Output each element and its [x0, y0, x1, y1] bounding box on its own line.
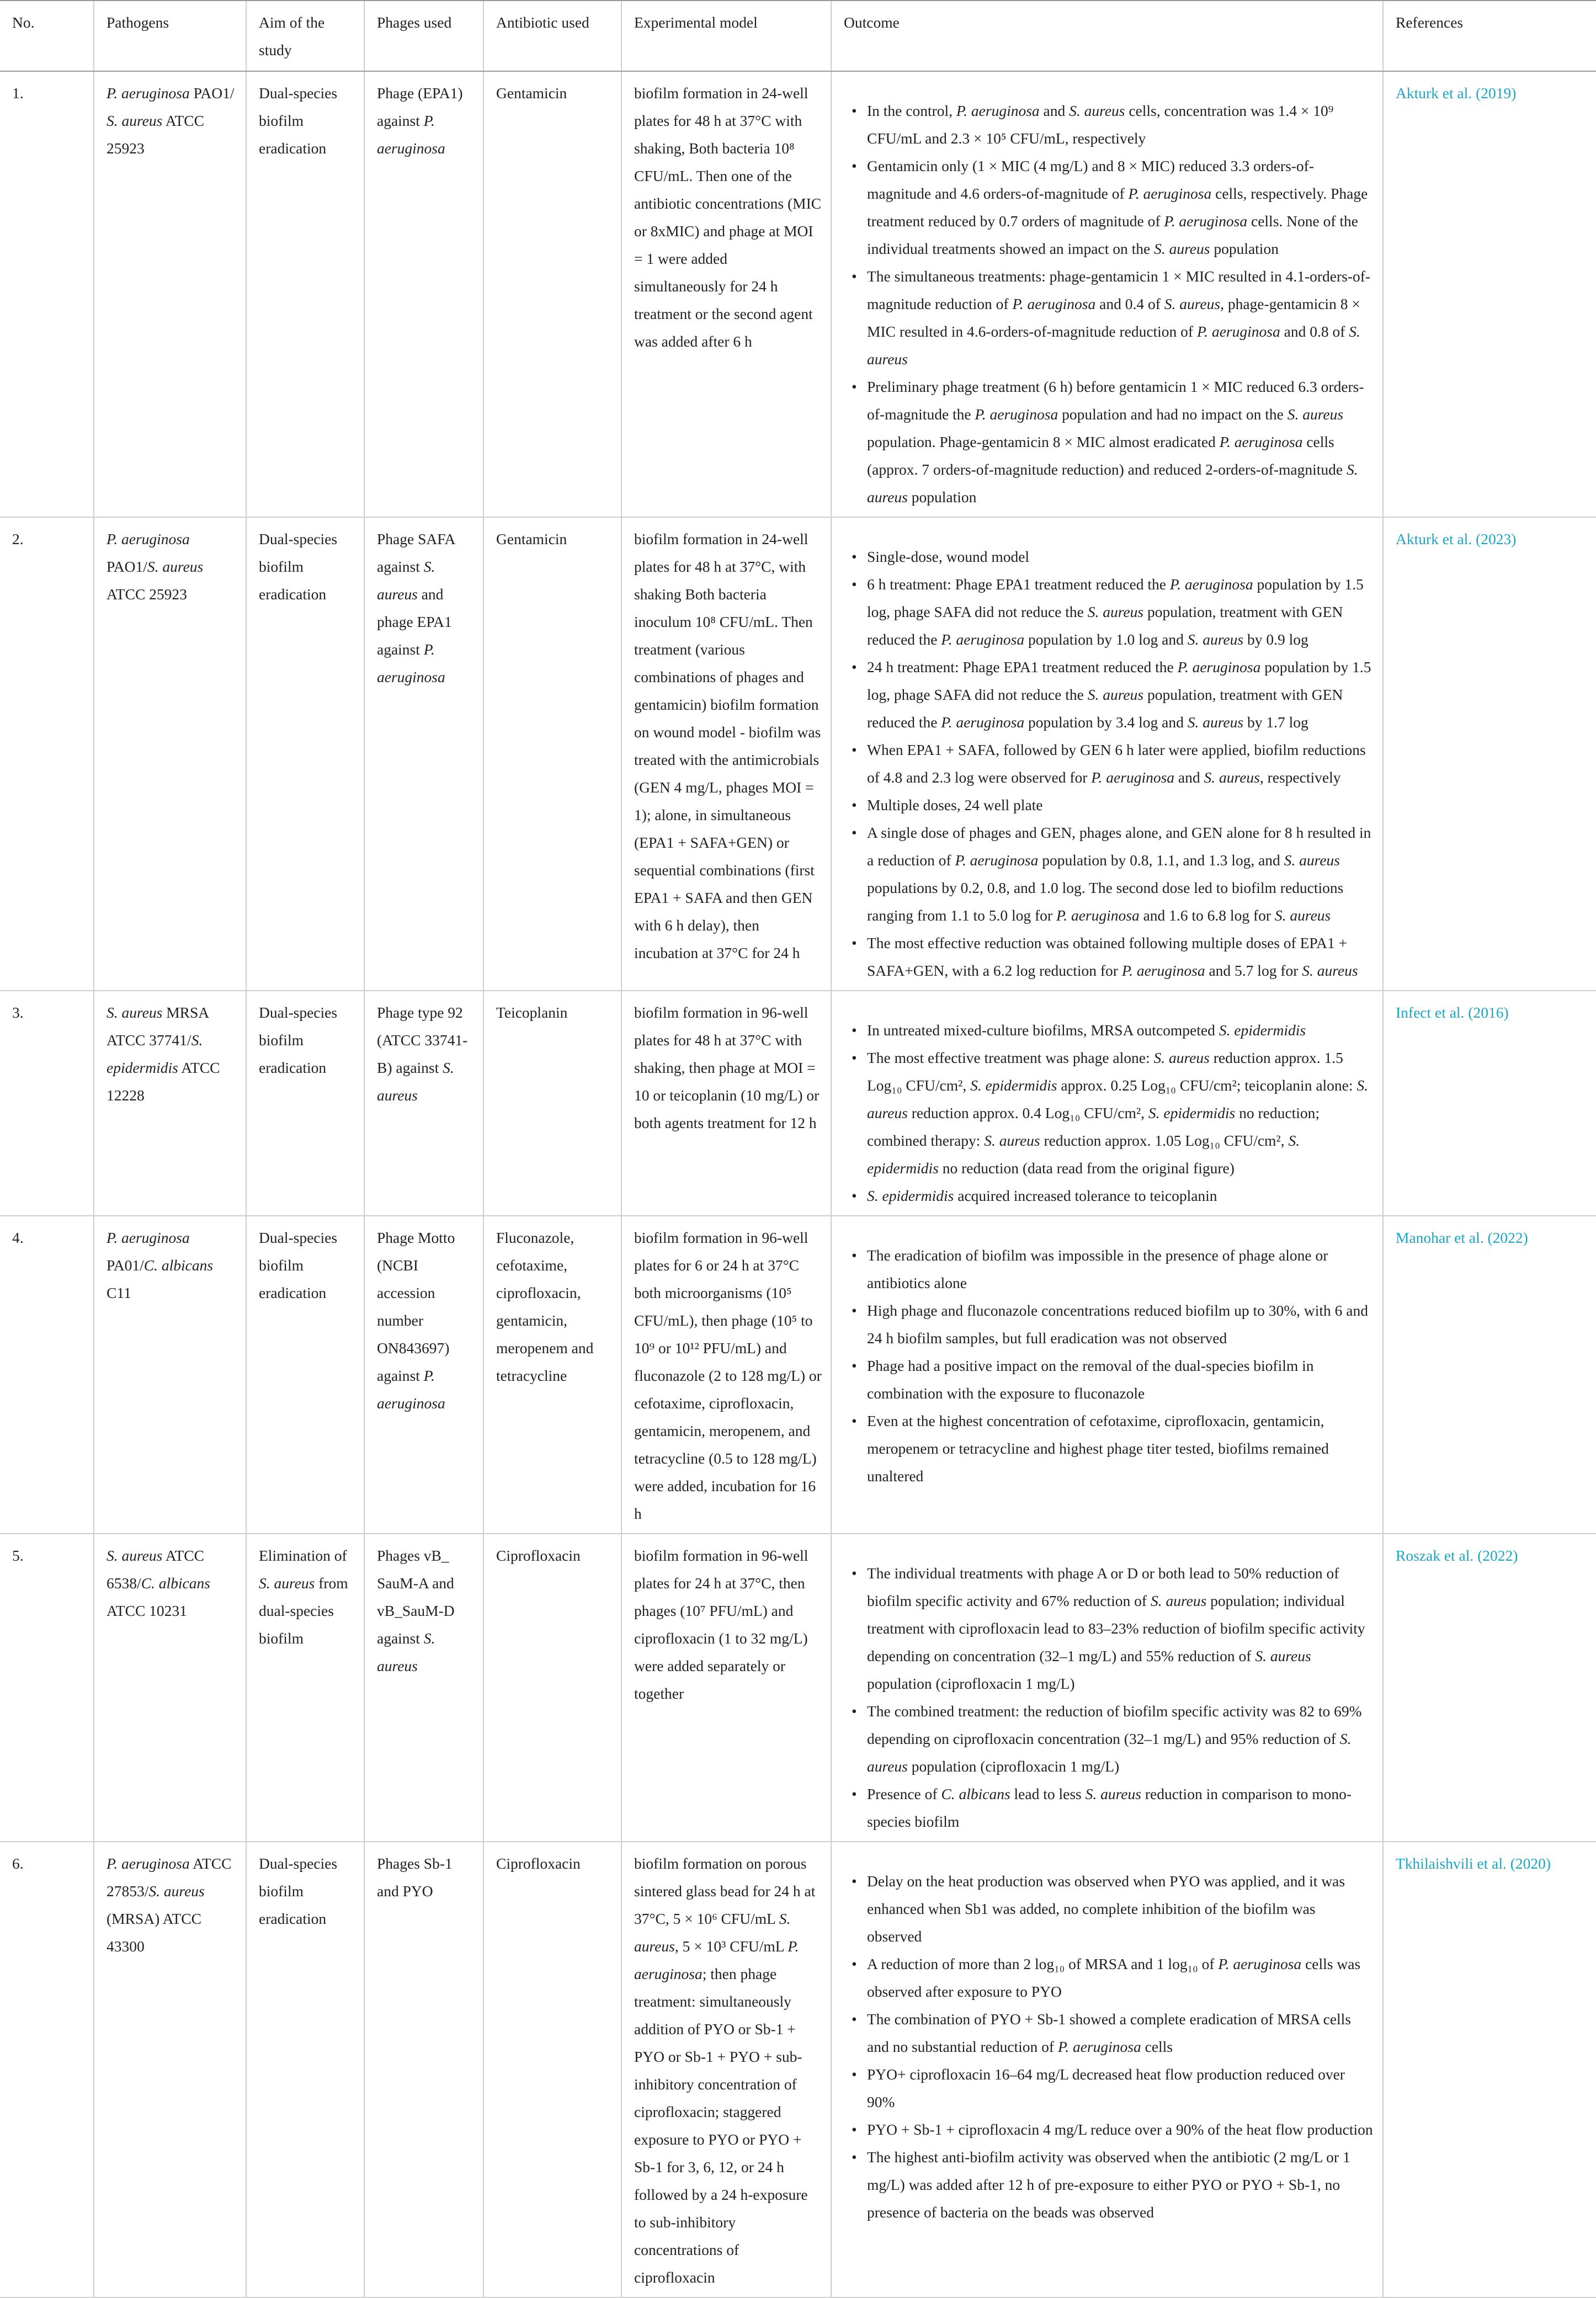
outcome-item: • PYO + Sb-1 + ciprofloxacin 4 mg/L reduce over a 90% of the heat flow production — [850, 2116, 1374, 2143]
outcome-item: • Even at the highest concentration of cefotaxime, ciprofloxacin, gentamicin, meropenem or tetracycline and highest phage titer tested, biofilms remained unaltered — [850, 1407, 1374, 1490]
table-body — [0, 71, 1596, 2297]
reference-link[interactable]: Manohar et al. (2022) — [1396, 1229, 1528, 1246]
outcome-item: • A reduction of more than 2 log₁₀ of MRSA and 1 log₁₀ of P. aeruginosa cells was observed after exposure to PYO — [850, 1950, 1374, 2006]
cell-aim: Dual-species biofilm eradication — [246, 1216, 364, 1534]
cell-aim: Dual-species biofilm eradication — [246, 991, 364, 1216]
outcome-item: • 24 h treatment: Phage EPA1 treatment reduced the P. aeruginosa population by 1.5 log, phage SAFA did not reduce the S. aureus population, treatment with GEN reduced the P. aeruginosa population by 3.4 log and S. aureus by 1.7 log — [850, 653, 1374, 736]
outcome-item: • The combination of PYO + Sb-1 showed a complete eradication of MRSA cells and no substantial reduction of P. aeruginosa cells — [850, 2006, 1374, 2061]
cell-pathogens: S. aureus ATCC 6538/C. albicans ATCC 10231 — [94, 1534, 246, 1842]
cell-antibiotic: Fluconazole, cefotaxime, ciprofloxacin, gentamicin, meropenem and tetracycline — [483, 1216, 621, 1534]
reference-link[interactable]: Roszak et al. (2022) — [1396, 1547, 1518, 1564]
cell-reference — [1383, 991, 1596, 1216]
cell-pathogens: P. aeruginosa ATCC 27853/S. aureus (MRSA) ATCC 43300 — [94, 1842, 246, 2297]
cell-aim: Dual-species biofilm eradication — [246, 71, 364, 517]
cell-no: 4. — [12, 1229, 24, 1246]
outcome-item: • Single-dose, wound model — [850, 543, 1374, 571]
cell-pathogens: P. aeruginosa PAO1/S. aureus ATCC 25923 — [94, 517, 246, 991]
cell-phages: Phage SAFA against S. aureus and phage EPA1 against P. aeruginosa — [364, 517, 483, 991]
header-model: Experimental model — [621, 1, 831, 71]
cell-phages: Phages Sb-1 and PYO — [364, 1842, 483, 2297]
outcome-item: • Preliminary phage treatment (6 h) before gentamicin 1 × MIC reduced 6.3 orders-of-magnitude the P. aeruginosa population and had no impact on the S. aureus population. Phage-gentamicin 8 × MIC almost eradicated P. aeruginosa cells (approx. 7 orders-of-magnitude reduction) and reduced 2-orders-of-magnitude S. aureus population — [850, 373, 1374, 511]
outcome-item: • High phage and fluconazole concentrations reduced biofilm up to 30%, with 6 and 24 h biofilm samples, but full eradication was not observed — [850, 1297, 1374, 1352]
cell-no: 5. — [12, 1547, 24, 1564]
outcome-item: • When EPA1 + SAFA, followed by GEN 6 h later were applied, biofilm reductions of 4.8 and 2.3 log were observed for P. aeruginosa and S. aureus, respectively — [850, 736, 1374, 791]
header-antibiotic: Antibiotic used — [483, 1, 621, 71]
table-row — [0, 1216, 1596, 1534]
outcome-list — [844, 97, 1374, 511]
outcome-list — [844, 543, 1374, 985]
header-no: No. — [0, 1, 94, 71]
outcome-item: • In the control, P. aeruginosa and S. aureus cells, concentration was 1.4 × 10⁹ CFU/mL and 2.3 × 10⁵ CFU/mL, respectively — [850, 97, 1374, 152]
outcome-item: • 6 h treatment: Phage EPA1 treatment reduced the P. aeruginosa population by 1.5 log, phage SAFA did not reduce the S. aureus population, treatment with GEN reduced the P. aeruginosa population by 1.0 log and S. aureus by 0.9 log — [850, 571, 1374, 653]
outcome-item: • Multiple doses, 24 well plate — [850, 791, 1374, 819]
outcome-item: • The combined treatment: the reduction of biofilm specific activity was 82 to 69% depending on ciprofloxacin concentration (32–1 mg/L) and 95% reduction of S. aureus population (ciprofloxacin 1 mg/L) — [850, 1698, 1374, 1780]
cell-reference — [1383, 1216, 1596, 1534]
reference-link[interactable]: Tkhilaishvili et al. (2020) — [1396, 1855, 1551, 1872]
outcome-item: • In untreated mixed-culture biofilms, MRSA outcompeted S. epidermidis — [850, 1017, 1374, 1044]
table-row — [0, 991, 1596, 1216]
outcome-item: • S. epidermidis acquired increased tolerance to teicoplanin — [850, 1182, 1374, 1210]
header-pathogens: Pathogens — [94, 1, 246, 71]
cell-model: biofilm formation on porous sintered glass bead for 24 h at 37°C, 5 × 10⁶ CFU/mL S. aureus, 5 × 10³ CFU/mL P. aeruginosa; then phage treatment: simultaneously addition of PYO or Sb-1 + PYO or Sb-1 + PYO + sub-inhibitory concentration of ciprofloxacin; staggered exposure to PYO or PYO + Sb-1 for 3, 6, 12, or 24 h followed by a 24 h-exposure to sub-inhibitory concentrations of ciprofloxacin — [621, 1842, 831, 2297]
outcome-item: • Delay on the heat production was observed when PYO was applied, and it was enhanced when Sb1 was added, no complete inhibition of the biofilm was observed — [850, 1868, 1374, 1950]
header-references: References — [1383, 1, 1596, 71]
table-row — [0, 71, 1596, 517]
header-aim: Aim of the study — [246, 1, 364, 71]
cell-outcome — [831, 1842, 1383, 2297]
outcome-list — [844, 1242, 1374, 1490]
cell-no: 6. — [12, 1855, 24, 1872]
cell-no: 3. — [12, 1004, 24, 1021]
cell-outcome — [831, 1216, 1383, 1534]
outcome-list — [844, 1868, 1374, 2226]
outcome-item: • A single dose of phages and GEN, phages alone, and GEN alone for 8 h resulted in a reduction of P. aeruginosa population by 0.8, 1.1, and 1.3 log, and S. aureus populations by 0.2, 0.8, and 1.0 log. The second dose led to biofilm reductions ranging from 1.1 to 5.0 log for P. aeruginosa and 1.6 to 6.8 log for S. aureus — [850, 819, 1374, 929]
outcome-item: • PYO+ ciprofloxacin 16–64 mg/L decreased heat flow production reduced over 90% — [850, 2061, 1374, 2116]
cell-model: biofilm formation in 96-well plates for 24 h at 37°C, then phages (10⁷ PFU/mL) and ciprofloxacin (1 to 32 mg/L) were added separately or together — [621, 1534, 831, 1842]
cell-antibiotic: Ciprofloxacin — [483, 1534, 621, 1842]
header-outcome: Outcome — [831, 1, 1383, 71]
cell-reference — [1383, 71, 1596, 517]
outcome-item: • The individual treatments with phage A or D or both lead to 50% reduction of biofilm specific activity and 67% reduction of S. aureus population; individual treatment with ciprofloxacin lead to 83–23% reduction of biofilm specific activity depending on concentration (32–1 mg/L) and 55% reduction of S. aureus population (ciprofloxacin 1 mg/L) — [850, 1560, 1374, 1698]
reference-link[interactable]: Infect et al. (2016) — [1396, 1004, 1509, 1021]
header-row — [0, 1, 1596, 71]
cell-model: biofilm formation in 24-well plates for 48 h at 37°C, with shaking Both bacteria inoculum 10⁸ CFU/mL. Then treatment (various combinations of phages and gentamicin) biofilm formation on wound model - biofilm was treated with the antimicrobials (GEN 4 mg/L, phages MOI = 1); alone, in simultaneous (EPA1 + SAFA+GEN) or sequential combinations (first EPA1 + SAFA and then GEN with 6 h delay), then incubation at 37°C for 24 h — [621, 517, 831, 991]
outcome-list — [844, 1560, 1374, 1836]
cell-aim: Dual-species biofilm eradication — [246, 1842, 364, 2297]
reference-link[interactable]: Akturk et al. (2023) — [1396, 530, 1517, 547]
cell-outcome — [831, 991, 1383, 1216]
cell-pathogens: S. aureus MRSA ATCC 37741/S. epidermidis ATCC 12228 — [94, 991, 246, 1216]
cell-reference — [1383, 1842, 1596, 2297]
cell-antibiotic: Gentamicin — [483, 517, 621, 991]
outcome-item: • Phage had a positive impact on the removal of the dual-species biofilm in combination with the exposure to fluconazole — [850, 1352, 1374, 1407]
cell-model: biofilm formation in 96-well plates for 48 h at 37°C with shaking, then phage at MOI = 10 or teicoplanin (10 mg/L) or both agents treatment for 12 h — [621, 991, 831, 1216]
cell-phages: Phages vB_ SauM-A and vB_SauM-D against S. aureus — [364, 1534, 483, 1842]
cell-model: biofilm formation in 24-well plates for 48 h at 37°C with shaking, Both bacteria 10⁸ CFU/mL. Then one of the antibiotic concentrations (MIC or 8xMIC) and phage at MOI = 1 were added simultaneously for 24 h treatment or the second agent was added after 6 h — [621, 71, 831, 517]
outcome-item: • The simultaneous treatments: phage-gentamicin 1 × MIC resulted in 4.1-orders-of-magnitude reduction of P. aeruginosa and 0.4 of S. aureus, phage-gentamicin 8 × MIC resulted in 4.6-orders-of-magnitude reduction of P. aeruginosa and 0.8 of S. aureus — [850, 263, 1374, 373]
table-row — [0, 1534, 1596, 1842]
outcome-item: • Gentamicin only (1 × MIC (4 mg/L) and 8 × MIC) reduced 3.3 orders-of-magnitude and 4.6 orders-of-magnitude of P. aeruginosa cells, respectively. Phage treatment reduced by 0.7 orders of magnitude of P. aeruginosa cells. None of the individual treatments showed an impact on the S. aureus population — [850, 152, 1374, 263]
cell-antibiotic: Ciprofloxacin — [483, 1842, 621, 2297]
cell-antibiotic: Teicoplanin — [483, 991, 621, 1216]
outcome-item: • The most effective treatment was phage alone: S. aureus reduction approx. 1.5 Log₁₀ CFU/cm², S. epidermidis approx. 0.25 Log₁₀ CFU/cm²; teicoplanin alone: S. aureus reduction approx. 0.4 Log₁₀ CFU/cm², S. epidermidis no reduction; combined therapy: S. aureus reduction approx. 1.05 Log₁₀ CFU/cm², S. epidermidis no reduction (data read from the original figure) — [850, 1044, 1374, 1182]
cell-reference — [1383, 517, 1596, 991]
cell-pathogens: P. aeruginosa PAO1/ S. aureus ATCC 25923 — [94, 71, 246, 517]
cell-aim: Dual-species biofilm eradication — [246, 517, 364, 991]
cell-antibiotic: Gentamicin — [483, 71, 621, 517]
cell-no: 2. — [12, 530, 24, 547]
table-row — [0, 517, 1596, 991]
cell-no: 1. — [12, 84, 24, 102]
table-row — [0, 1842, 1596, 2297]
cell-outcome — [831, 71, 1383, 517]
outcome-list — [844, 1017, 1374, 1210]
cell-phages: Phage Motto (NCBI accession number ON843697) against P. aeruginosa — [364, 1216, 483, 1534]
cell-outcome — [831, 1534, 1383, 1842]
reference-link[interactable]: Akturk et al. (2019) — [1396, 84, 1517, 102]
outcome-item: • Presence of C. albicans lead to less S. aureus reduction in comparison to mono-species biofilm — [850, 1780, 1374, 1836]
cell-model: biofilm formation in 96-well plates for 6 or 24 h at 37°C both microorganisms (10⁵ CFU/mL), then phage (10⁵ to 10⁹ or 10¹² PFU/mL) and fluconazole (2 to 128 mg/L) or cefotaxime, ciprofloxacin, gentamicin, meropenem, and tetracycline (0.5 to 128 mg/L) were added, incubation for 16 h — [621, 1216, 831, 1534]
cell-outcome — [831, 517, 1383, 991]
cell-reference — [1383, 1534, 1596, 1842]
cell-phages: Phage (EPA1) against P. aeruginosa — [364, 71, 483, 517]
cell-pathogens: P. aeruginosa PA01/C. albicans C11 — [94, 1216, 246, 1534]
outcome-item: • The eradication of biofilm was impossible in the presence of phage alone or antibiotics alone — [850, 1242, 1374, 1297]
header-phages: Phages used — [364, 1, 483, 71]
cell-phages: Phage type 92 (ATCC 33741-B) against S. aureus — [364, 991, 483, 1216]
cell-aim: Elimination of S. aureus from dual-species biofilm — [246, 1534, 364, 1842]
outcome-item: • The highest anti-biofilm activity was observed when the antibiotic (2 mg/L or 1 mg/L) was added after 12 h of pre-exposure to either PYO or PYO + Sb-1, no presence of bacteria on the beads was observed — [850, 2143, 1374, 2226]
outcome-item: • The most effective reduction was obtained following multiple doses of EPA1 + SAFA+GEN, with a 6.2 log reduction for P. aeruginosa and 5.7 log for S. aureus — [850, 929, 1374, 985]
